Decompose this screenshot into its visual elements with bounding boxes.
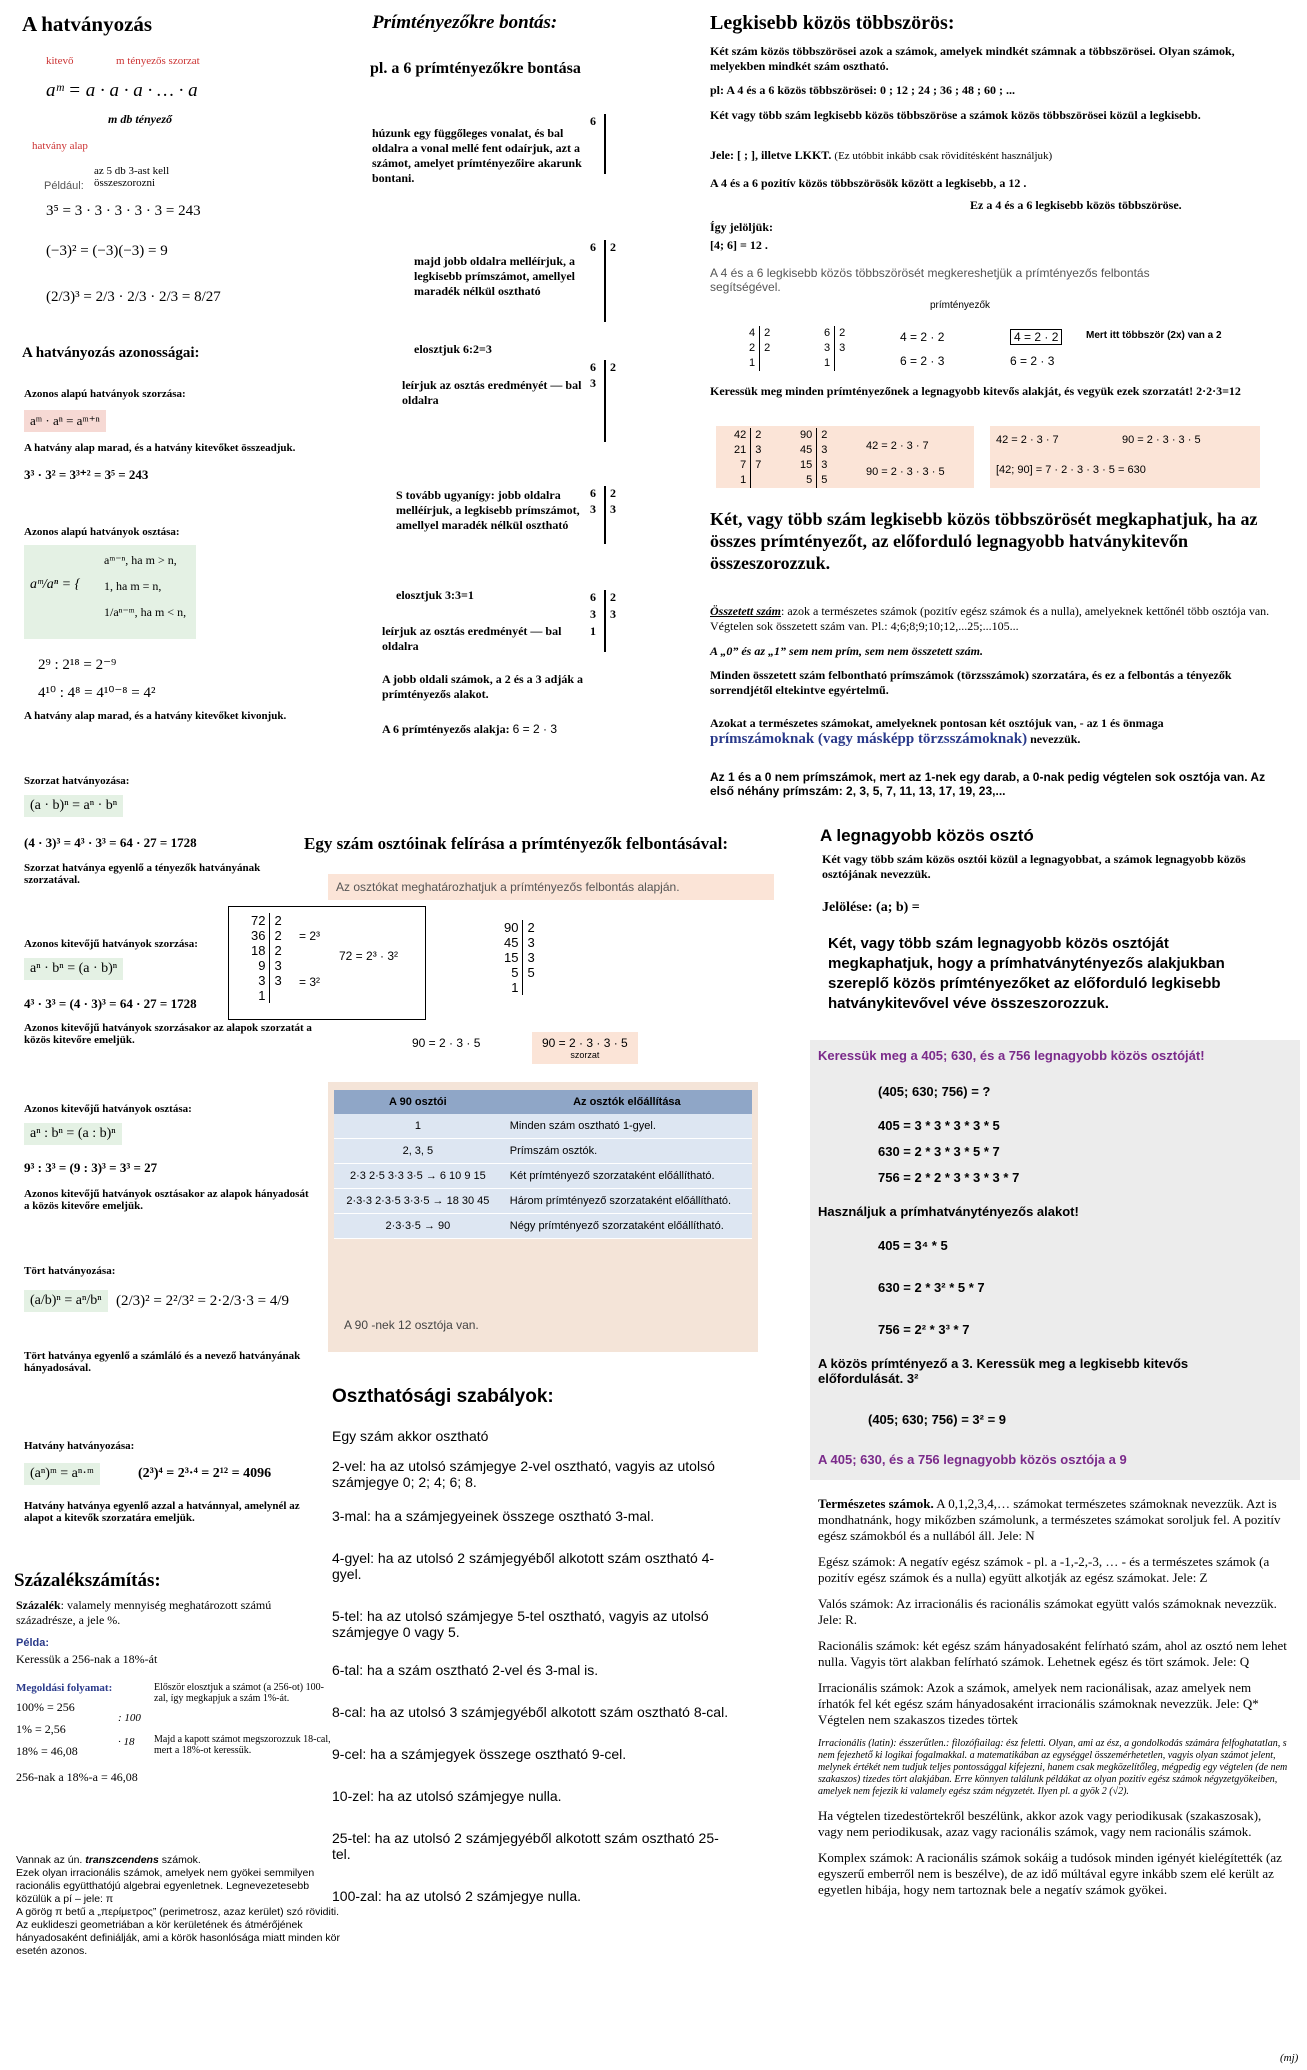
rule4-text: Azonos kitevőjű hatványok szorzásakor az alapok szorzatát a közös kitevőre emeljük.	[24, 1022, 312, 1046]
percent-multiply: · 18	[118, 1736, 135, 1748]
rule-2: 2-vel: ha az utolsó számjegye 2-vel osztható, vagyis az utolsó számjegye 0; 2; 4; 6; 8.	[332, 1458, 715, 1490]
lcm-f4b	[1010, 330, 1062, 344]
prime-factors-label: prímtényezők	[930, 300, 991, 311]
step9	[382, 722, 557, 737]
lcm-90-table: 90 2 45 3 15 3 5 5	[796, 428, 831, 488]
percent-example-label: Példa:	[16, 1637, 50, 1649]
rule2-title: Azonos alapú hatványok osztása:	[24, 526, 180, 538]
prime-def-2: prímszámoknak (vagy másképp törzsszámoknak)	[710, 731, 1028, 747]
divisors-72-power2: = 2³	[299, 929, 321, 943]
label-exponent: kitevő	[46, 55, 74, 67]
factorization-subtitle: pl. a 6 prímtényezőkre bontása	[370, 60, 581, 77]
divisors-title: Egy szám osztóinak felírása a prímtényezők felbontásával:	[304, 834, 729, 853]
table-cell: Két prímtényező szorzataként előállítható.	[502, 1164, 752, 1189]
percent-definition	[16, 1598, 316, 1628]
composite-text: : azok a természetes számok (pozitív egész számok és a nulla), amelyeknek kettőnél több osztója van. Végtelen sok összetett szám van. Pl.: 4;6;8;9;10;12,...25;...105...	[710, 604, 1270, 633]
divisors-90-formula: 90 = 2 · 3 · 5	[412, 1036, 481, 1050]
step4: leírjuk az osztás eredményét — bal oldalra	[402, 378, 582, 407]
lcm-f42: 42 = 2 · 3 · 7	[866, 440, 929, 452]
definition-factor-count: m db tényező	[108, 112, 172, 126]
rule3-example: (4 · 3)³ = 4³ · 3³ = 64 · 27 = 1728	[24, 835, 197, 850]
divisors-72-formula: 72 = 2³ · 3²	[339, 949, 399, 963]
step4-two: 2	[610, 360, 616, 374]
real-numbers: Valós számok: Az irracionális és racionális számokat együtt valós számoknak nevezzük. Jele: R.	[818, 1596, 1277, 1627]
step8: A jobb oldali számok, a 2 és a 3 adják a prímtényezős alakot.	[382, 672, 584, 701]
percent-line2: 1% = 2,56	[16, 1722, 66, 1736]
step2-six: 6	[590, 240, 596, 254]
percent-title: Százalékszámítás:	[14, 1570, 161, 1591]
lcm-f42b: 42 = 2 · 3 · 7	[996, 434, 1059, 446]
composite-fundamental: Minden összetett szám felbontható prímszámok (törzsszámok) szorzatára, és ez a felbontás a tényezők sorrendjétől eltekintve egyértelmű.	[710, 668, 1232, 697]
rule3-formula: (a · b)ⁿ = aⁿ · bⁿ	[24, 795, 123, 817]
lcm-f4b-text: 4 = 2 · 2	[1010, 329, 1062, 345]
rule4-title: Azonos kitevőjű hatványok szorzása:	[24, 938, 198, 950]
lcm-big-rule: Két, vagy több szám legkisebb közös többszörösét megkaphatjuk, ha az összes prímtényezőt, az előforduló legnagyobb hatványkitevőn összeszorozzuk.	[710, 509, 1258, 573]
gcd-line7: 630 = 2 * 3² * 5 * 7	[878, 1280, 985, 1295]
transcendental-note	[16, 1854, 346, 1958]
lcm-f4: 4 = 2 · 2	[900, 330, 945, 344]
step7: leírjuk az osztás eredményét — bal oldalra	[382, 624, 562, 653]
prime-def	[710, 716, 1290, 748]
gcd-line3: 630 = 2 * 3 * 3 * 5 * 7	[878, 1144, 1000, 1159]
percent-definition-text: : valamely mennyiség meghatározott számú századrésze, a jele %.	[16, 1598, 272, 1627]
rule4-example: 4³ · 3³ = (4 · 3)³ = 64 · 27 = 1728	[24, 996, 197, 1011]
rule7-formula: (aⁿ)ᵐ = aⁿ·ᵐ	[24, 1463, 100, 1485]
trans-suffix: számok.	[158, 1854, 201, 1866]
step2-line	[604, 240, 606, 322]
step5: S tovább ugyanígy: jobb oldalra melléírjuk, a legkisebb prímszámot, amellyel maradék nélkül osztható	[396, 488, 580, 532]
divisors-bar: Az osztókat meghatározhatjuk a prímtényezős felbontás alapján.	[328, 874, 774, 900]
step7-two: 2	[610, 590, 616, 604]
gcd-example-panel	[810, 1040, 1300, 1480]
step7-one: 1	[590, 624, 596, 638]
divisors-table-header1: A 90 osztói	[334, 1090, 502, 1114]
divisors-90-highlight	[532, 1032, 638, 1064]
rule4-formula: aⁿ · bⁿ = (a · b)ⁿ	[24, 958, 123, 980]
label-base: hatvány alap	[32, 140, 88, 152]
lcm-notation	[710, 148, 1052, 163]
gcd-line10: (405; 630; 756) = 3² = 9	[868, 1412, 1007, 1427]
example-label: Például:	[44, 180, 84, 192]
rule-4: 4-gyel: ha az utolsó 2 számjegyéből alkotott szám osztható 4-gyel.	[332, 1550, 715, 1582]
percent-note1: Először elosztjuk a számot (a 256-ot) 100-zal, így megkapjuk a szám 1%-át.	[154, 1682, 324, 1704]
divisors-90-table: 90 2 45 3 15 3 5 5 1	[500, 920, 539, 995]
lcm-p1-example: pl: A 4 és a 6 közös többszörösei: 0 ; 12 ; 24 ; 36 ; 48 ; 60 ; ...	[710, 83, 1015, 97]
rule2-text: A hatvány alap marad, és a hatvány kitevőket kivonjuk.	[24, 710, 287, 722]
table-row	[334, 1164, 752, 1189]
prime-def-1: Azokat a természetes számokat, amelyeknek pontosan két osztójuk van, - az 1 és önmaga	[710, 716, 1164, 730]
rule-9: 9-cel: ha a számjegyek összege osztható 9-cel.	[332, 1746, 627, 1762]
example-3: (2/3)³ = 2/3 · 2/3 · 2/3 = 8/27	[46, 289, 221, 305]
rule7-text: Hatvány hatványa egyenlő azzal a hatvánnyal, amelynél az alapot a kitevők szorzatára emeljük.	[24, 1500, 300, 1524]
lcm-example-box1	[716, 426, 974, 488]
percent-word: Százalék	[16, 1598, 61, 1612]
step4-line	[604, 360, 606, 442]
rule3-text: Szorzat hatványa egyenlő a tényezők hatványának szorzatával.	[24, 862, 261, 886]
step5-three-b: 3	[610, 502, 616, 516]
rule7-example: (2³)⁴ = 2³·⁴ = 2¹² = 4096	[138, 1466, 272, 1481]
trans-end: Az euklideszi geometriában a kör kerületének és átmérőjének hányadosaként definiálják, ami a körök hasonlósága miatt minden kör esetén azonos.	[16, 1919, 340, 1957]
rule-intro: Egy szám akkor osztható	[332, 1428, 489, 1444]
integer-numbers: Egész számok: A negatív egész számok - pl. a -1,-2,-3, … - és a természetes számok (a pozitív egész számok és a nulla) együtt alkotják az egész számokat. Jele: Z	[818, 1554, 1270, 1585]
irrational-numbers: Irracionális számok: Azok a számok, amelyek nem racionálisak, azaz amelyek nem írhatók fel két egész szám hányadosaként irracionális számoknak nevezzük. Jele: Q* Végtelen nem szakaszos tizedes törtek	[818, 1680, 1259, 1727]
table-cell: 1	[334, 1114, 502, 1139]
rule1-text: A hatvány alap marad, és a hatvány kitevőket összeadjuk.	[24, 442, 296, 454]
step7-line	[604, 590, 606, 652]
example-2: (−3)² = (−3)(−3) = 9	[46, 243, 168, 259]
step5-six: 6	[590, 486, 596, 500]
lcm-p5: A 4 és a 6 legkisebb közös többszörösét megkereshetjük a prímtényezős felbontás segítségével.	[710, 266, 1150, 294]
table-cell: 2, 3, 5	[334, 1139, 502, 1164]
rule2-case1: aᵐ⁻ⁿ, ha m > n,	[104, 553, 177, 567]
number-sets	[818, 1496, 1288, 1908]
rule-6: 6-tal: ha a szám osztható 2-vel és 3-mal is.	[332, 1662, 599, 1678]
rule2-example2: 4¹⁰ : 4⁸ = 4¹⁰⁻⁸ = 4²	[38, 685, 156, 701]
table-cell: 2·3·3 2·3·5 3·3·5 → 18 30 45	[334, 1189, 502, 1214]
rational-numbers: Racionális számok: két egész szám hányadosaként felírható szám, ahol az osztó nem lehet nulla. Vagyis tört alakban felírható számok. Lehetnek egész és tört számok. Jele: Q	[818, 1638, 1287, 1669]
step9-formula: 6 = 2 · 3	[512, 722, 558, 736]
lcm-result: [42; 90] = 7 · 2 · 3 · 3 · 5 = 630	[996, 464, 1146, 476]
gcd-line4: 756 = 2 * 2 * 3 * 3 * 3 * 7	[878, 1170, 1020, 1185]
lcm-42-table: 42 2 21 3 7 7 1	[730, 428, 765, 488]
lcm-f6: 6 = 2 · 3	[900, 354, 945, 368]
lcm-p4b: [4; 6] = 12 .	[710, 238, 768, 252]
rule-3: 3-mal: ha a számjegyeinek összege osztható 3-mal.	[332, 1508, 655, 1524]
rule6-formula: (a/b)ⁿ = aⁿ/bⁿ	[24, 1290, 108, 1312]
lcm-p1: Két szám közös többszörösei azok a számok, amelyek mindkét számnak a többszörösei. Olyan számok, melyekben mindkét szám osztható.	[710, 44, 1235, 73]
composite-zero-one: A „0” és az „1” sem nem prím, sem nem összetett szám.	[710, 644, 984, 658]
lcm-p6: Keressük meg minden prímtényezőnek a legnagyobb kitevős alakját, és vegyük ezek szorzatát! 2·2·3=12	[710, 384, 1241, 398]
complex-numbers: Komplex számok: A racionális számok sokáig a tudósok minden igényét kielégítették (az egyszerű emberről nem is beszélve), de az idő múltával egyre inkább szem elé került az egyetlen hibája, hogy nem tartoznak bele a negatív számok gyökei.	[818, 1850, 1282, 1897]
decimal-fractions: Ha végtelen tizedestörtekről beszélünk, akkor azok vagy periodikusak (szakaszosak), vagy nem periodikusak, azaz vagy racionális számok, vagy nem racionális számok.	[818, 1808, 1262, 1839]
rule6-text: Tört hatványa egyenlő a számláló és a nevező hatványának hányadosával.	[24, 1350, 301, 1374]
prime-def-3: nevezzük.	[1027, 732, 1081, 746]
table-row	[334, 1114, 752, 1139]
identities-title: A hatványozás azonosságai:	[22, 345, 200, 361]
gcd-line8: 756 = 2² * 3³ * 7	[878, 1322, 970, 1337]
gcd-line5: Használjuk a prímhatványtényezős alakot!	[818, 1204, 1079, 1219]
prime-examples: Az 1 és a 0 nem prímszámok, mert az 1-nek egy darab, a 0-nak pedig végtelen sok osztója van. Az első néhány prímszám: 2, 3, 5, 7, 11, 13, 17, 19, 23,...	[710, 770, 1266, 798]
table-cell: Négy prímtényező szorzataként előállítható.	[502, 1214, 752, 1239]
rule7-title: Hatvány hatványozása:	[24, 1440, 135, 1452]
lcm-example-box2	[990, 426, 1260, 488]
lcm-notation-note: (Ez utóbbit inkább csak rövidítésként használjuk)	[834, 150, 1053, 162]
gcd-line2: 405 = 3 * 3 * 3 * 3 * 5	[878, 1118, 1000, 1133]
composite-def	[710, 604, 1270, 634]
lcm-p3b: Ez a 4 és a 6 legkisebb közös többszöröse.	[970, 198, 1182, 212]
powers-title: A hatványozás	[22, 12, 153, 36]
gcd-line6: 405 = 3⁴ * 5	[878, 1238, 948, 1253]
step9-label: A 6 prímtényezős alakja:	[382, 722, 510, 736]
rule-10: 10-zel: ha az utolsó számjegye nulla.	[332, 1788, 562, 1804]
table-cell: Prímszám osztók.	[502, 1139, 752, 1164]
trans-prefix: Vannak az ún.	[16, 1854, 86, 1866]
table-row	[334, 1189, 752, 1214]
lcm-f6b: 6 = 2 · 3	[1010, 354, 1055, 368]
composite-word: Összetett szám	[710, 604, 782, 618]
rule5-example: 9³ : 3³ = (9 : 3)³ = 3³ = 27	[24, 1160, 158, 1175]
label-product: m tényezős szorzat	[116, 55, 200, 67]
divisibility-rules	[332, 1428, 732, 1918]
rule3-title: Szorzat hatványozása:	[24, 775, 130, 787]
lcm-p4: Így jelöljük:	[710, 220, 773, 234]
percent-line3: 18% = 46,08	[16, 1744, 78, 1758]
step6: elosztjuk 3:3=1	[396, 588, 474, 602]
natural-label: Természetes számok.	[818, 1496, 934, 1511]
trans-word: transzcendens	[85, 1854, 159, 1866]
divisors-table-header2: Az osztók előállítása	[502, 1090, 752, 1114]
lcm-p2: Két vagy több szám legkisebb közös többszöröse a számok közös többszörösei közül a legkisebb.	[710, 108, 1201, 122]
rule-8: 8-cal: ha az utolsó 3 számjegyéből alkotott szám osztható 8-cal.	[332, 1704, 729, 1720]
divisors-count: A 90 -nek 12 osztója van.	[344, 1318, 479, 1332]
gcd-p1: Két vagy több szám közös osztói közül a legnagyobbat, a számok legnagyobb közös osztójának nevezzük.	[822, 852, 1246, 881]
step3: elosztjuk 6:2=3	[414, 342, 492, 356]
example-1: 3⁵ = 3 · 3 · 3 · 3 · 3 = 243	[46, 203, 201, 219]
step2: majd jobb oldalra melléírjuk, a legkisebb prímszámot, amellyel maradék nélkül osztható	[414, 254, 575, 298]
step4-three: 3	[590, 376, 596, 390]
table-cell: 2·3·3·5 → 90	[334, 1214, 502, 1239]
divisors-90-highlight-text: 90 = 2 · 3 · 3 · 5	[542, 1036, 628, 1050]
step4-six: 6	[590, 360, 596, 374]
step2-two: 2	[610, 240, 616, 254]
rule-100: 100-zal: ha az utolsó 2 számjegye nulla.	[332, 1888, 582, 1904]
example-note: az 5 db 3-ast kell összeszorozni	[94, 165, 170, 189]
step1: húzunk egy függőleges vonalat, és bal oldalra a vonal mellé fent odaírjuk, azt a számot, amelyet prímtényezőire akarunk bontani.	[372, 126, 582, 185]
gcd-title: A legnagyobb közös osztó	[820, 826, 1034, 845]
rule1-example: 3³ · 3² = 3³⁺² = 3⁵ = 243	[24, 467, 149, 482]
divisors-product-label: szorzat	[570, 1050, 600, 1060]
gcd-line9: A közös prímtényező a 3. Keressük meg a legkisebb kitevős előfordulását. 3²	[818, 1356, 1189, 1386]
trans-body: Ezek olyan irracionális számok, amelyek nem gyökei semmilyen racionális együtthatójú algebrai egyenletnek. Legnevezetesebb közülük a pí – jele: π	[16, 1867, 315, 1905]
table-cell: Három prímtényező szorzataként előállítható.	[502, 1189, 752, 1214]
divisors-72-box	[228, 906, 426, 1020]
divisors-72-table: 72 2 36 2 18 2 9 3 3 3 1	[247, 913, 286, 1003]
gcd-line1: (405; 630; 756) = ?	[878, 1084, 991, 1099]
rule2-formula: aᵐ/aⁿ = { aᵐ⁻ⁿ, ha m > n, 1, ha m = n, 1/aⁿ⁻ᵐ, ha m < n,	[24, 545, 196, 639]
rule-5: 5-tel: ha az utolsó számjegye 5-tel osztható, vagyis az utolsó számjegye 0 vagy 5.	[332, 1608, 709, 1640]
irrational-latin: Irracionális (latin): ésszerűtlen.: filozófiailag: ész feletti. Olyan, ami az ész, a gondolkodás számára felfoghatatlan, s nem fejezhető ki logikai fogalmakkal. a matematikában az egységgel összemérhetetlen, vagyis olyan számot jelent, melynek értékét nem tudjuk teljes pontossággal kifejezni, hanem csak megközelítőleg, mégpedig egy végtelen (de nem szakaszos) tizedes tört alakjában. Erre könnyen találunk példákat az olyan pozitív egész számok négyzetgyökeiben, amelyek nem fejezik ki valamely egész szám négyzetét. Ilyen pl. a gyök 2 (√2).	[818, 1738, 1288, 1797]
rule2-case3: 1/aⁿ⁻ᵐ, ha m < n,	[104, 605, 187, 619]
lcm-4-table: 4 2 2 2 1	[745, 326, 774, 371]
percent-line1: 100% = 256	[16, 1700, 75, 1714]
divisors-table	[334, 1090, 752, 1239]
step5-line	[604, 486, 606, 544]
rule6-example: (2/3)² = 2²/3² = 2·2/3·3 = 4/9	[116, 1293, 290, 1309]
lcm-arrow-note: Mert itt többször (2x) van a 2	[1086, 330, 1222, 341]
rule5-formula: aⁿ : bⁿ = (a : b)ⁿ	[24, 1123, 122, 1145]
power-definition: aᵐ = a · a · a · … · a	[46, 80, 198, 101]
step1-six: 6	[590, 114, 596, 128]
signature: (mj)	[1280, 2052, 1299, 2064]
natural-numbers	[818, 1496, 1288, 1544]
table-row	[334, 1139, 752, 1164]
step7-six: 6	[590, 590, 596, 604]
rule1-formula: aᵐ · aⁿ = aᵐ⁺ⁿ	[24, 410, 106, 432]
rule5-title: Azonos kitevőjű hatványok osztása:	[24, 1103, 192, 1115]
lcm-6-table: 6 2 3 3 1	[820, 326, 849, 371]
percent-solve-label: Megoldási folyamat:	[16, 1682, 113, 1694]
lcm-notation-label: Jele: [ ; ], illetve LKKT.	[710, 148, 832, 162]
percent-note2: Majd a kapott számot megszorozzuk 18-cal, mert a 18%-ot keressük.	[154, 1734, 331, 1756]
divisors-table-panel	[328, 1082, 758, 1352]
percent-divide: : 100	[118, 1712, 141, 1724]
step7-three-b: 3	[610, 607, 616, 621]
factorization-title: Prímtényezőkre bontás:	[372, 12, 558, 33]
table-row	[334, 1214, 752, 1239]
gcd-big-rule: Két, vagy több szám legnagyobb közös osztóját megkaphatjuk, hogy a prímhatványtényezős alakjukban szereplő közös prímtényezőket az előforduló legkisebb hatványkitevővel véve összeszorozzuk.	[828, 935, 1225, 1012]
divisors-72-power3: = 3²	[299, 975, 321, 989]
rule2-example1: 2⁹ : 2¹⁸ = 2⁻⁹	[38, 657, 117, 673]
rule5-text: Azonos kitevőjű hatványok osztásakor az alapok hányadosát a közös kitevőre emeljük.	[24, 1188, 309, 1212]
percent-result: 256-nak a 18%-a = 46,08	[16, 1770, 138, 1784]
lcm-f90c: 90 = 2 · 3 · 3 · 5	[1122, 434, 1201, 446]
lcm-f90: 90 = 2 · 3 · 3 · 5	[866, 466, 945, 478]
rule-25: 25-tel: ha az utolsó 2 számjegyéből alkotott szám osztható 25-tel.	[332, 1830, 719, 1862]
lcm-p3: A 4 és a 6 pozitív közös többszörösök között a legkisebb, a 12 .	[710, 176, 1027, 190]
gcd-line11: A 405; 630, és a 756 legnagyobb közös osztója a 9	[818, 1452, 1127, 1467]
rule1-title: Azonos alapú hatványok szorzása:	[24, 388, 186, 400]
percent-task: Keressük a 256-nak a 18%-át	[16, 1652, 158, 1666]
step5-three-a: 3	[590, 502, 596, 516]
natural-text: A 0,1,2,3,4,… számokat természetes számoknak nevezzük. Azt is mondhatnánk, hogy mikőzben számolunk, a természetes számokat soroljuk fel. A pozitív egész számokból és a nullából áll. Jele: N	[818, 1496, 1281, 1543]
gcd-example-title: Keressük meg a 405; 630, és a 756 legnagyobb közös osztóját!	[818, 1048, 1205, 1063]
step1-line	[604, 114, 606, 174]
divisibility-title: Oszthatósági szabályok:	[332, 1386, 554, 1407]
table-cell: 2·3 2·5 3·3 3·5 → 6 10 9 15	[334, 1164, 502, 1189]
lcm-title: Legkisebb közös többszörös:	[710, 12, 955, 34]
table-cell: Minden szám osztható 1-gyel.	[502, 1114, 752, 1139]
step7-three-a: 3	[590, 607, 596, 621]
trans-greek: A görög π betű a „περίμετρος” (perimetrosz, azaz kerület) szó röviditi.	[16, 1906, 339, 1918]
step5-two: 2	[610, 486, 616, 500]
gcd-notation: Jelölése: (a; b) =	[822, 900, 920, 915]
rule2-case2: 1, ha m = n,	[104, 579, 162, 593]
rule6-title: Tört hatványozása:	[24, 1265, 116, 1277]
